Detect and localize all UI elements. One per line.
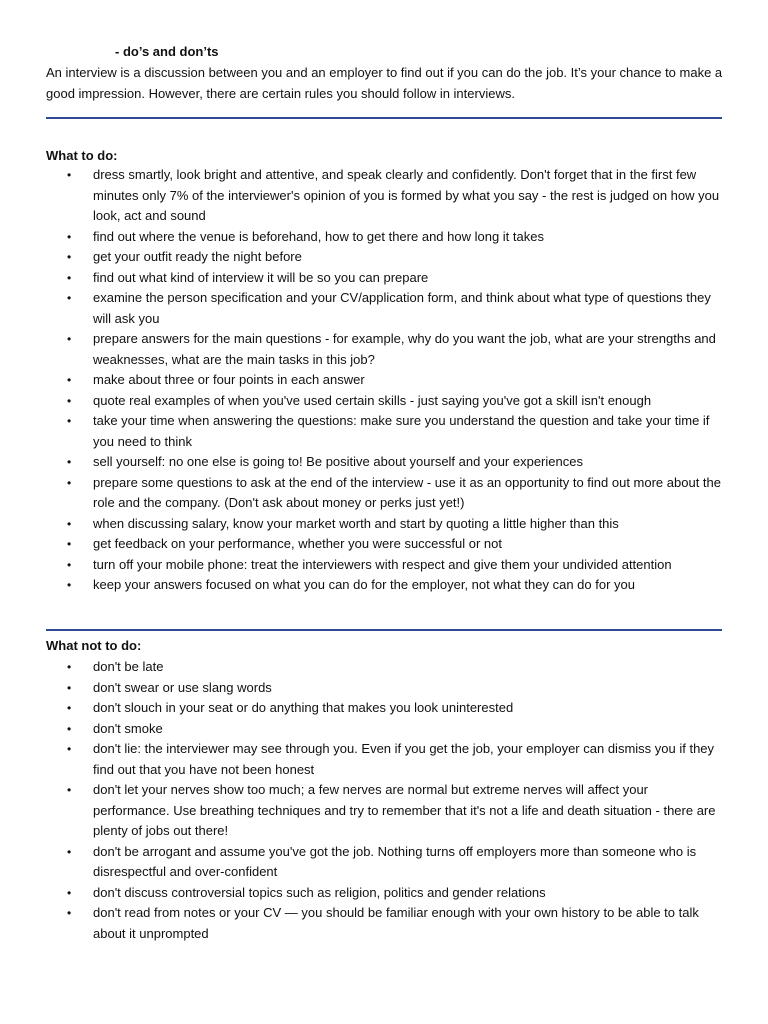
list-item xyxy=(46,268,726,289)
list-item-text: dress smartly, look bright and attentive, and speak clearly and confidently. Don't forget that in the first few minutes only 7% of the interviewer's opinion of you is formed by what you say - the rest is judged on how you look, act and sound xyxy=(93,167,720,223)
what-not-to-do-list xyxy=(46,657,726,944)
bullet-icon: • xyxy=(67,742,72,756)
list-item-text: prepare answers for the main questions - for example, why do you want the job, what are your strengths and weaknesses, what are the main tasks in this job? xyxy=(93,331,716,367)
list-item-text: get your outfit ready the night before xyxy=(93,249,302,264)
list-item xyxy=(46,698,726,719)
list-item xyxy=(46,165,726,227)
list-item-text: find out what kind of interview it will be so you can prepare xyxy=(93,269,429,285)
list-item-text: make about three or four points in each answer xyxy=(93,372,365,387)
what-to-do-heading: What to do: xyxy=(46,148,118,163)
list-item-text: turn off your mobile phone: treat the interviewers with respect and give them your undivided attention xyxy=(93,556,672,572)
bullet-icon: • xyxy=(67,373,72,387)
list-item xyxy=(46,452,726,473)
list-item xyxy=(46,739,726,780)
bullet-icon: • xyxy=(67,229,72,244)
list-item-text: sell yourself: no one else is going to! Be positive about yourself and your experiences xyxy=(93,454,583,469)
list-item-text: quote real examples of when you've used certain skills - just saying you've got a skill isn't enough xyxy=(93,392,652,408)
bullet-icon: • xyxy=(67,906,72,920)
list-item-text: don't let your nerves show too much; a few nerves are normal but extreme nerves will affect your performance. Use breathing techniques and try to remember that it's not a life and death situation - there are plenty of jobs out there! xyxy=(93,782,716,838)
bullet-icon: • xyxy=(67,475,72,490)
section-divider xyxy=(46,629,722,631)
list-item-text: prepare some questions to ask at the end of the interview - use it as an opportunity to find out more about the role and the company. (Don't ask about money or perks just yet!) xyxy=(93,474,721,510)
list-item-text: don't swear or use slang words xyxy=(93,679,272,695)
list-item xyxy=(46,473,726,514)
list-item-text: keep your answers focused on what you can do for the employer, not what they can do for you xyxy=(93,577,635,592)
bullet-icon: • xyxy=(67,250,72,264)
list-item xyxy=(46,247,726,268)
section-divider xyxy=(46,117,722,119)
list-item xyxy=(46,227,726,248)
bullet-icon: • xyxy=(67,168,72,182)
bullet-icon: • xyxy=(67,660,72,674)
list-item-text: don't smoke xyxy=(93,720,163,736)
list-item xyxy=(46,780,726,842)
list-item-text: don't slouch in your seat or do anything that makes you look uninterested xyxy=(93,700,514,715)
list-item xyxy=(46,555,726,576)
bullet-icon: • xyxy=(67,721,72,736)
list-item xyxy=(46,391,726,412)
list-item xyxy=(46,575,726,596)
intro-paragraph: An interview is a discussion between you and an employer to find out if you can do the job. It’s your chance to make a good impression. However, there are certain rules you should follow in interviews. xyxy=(46,65,723,101)
bullet-icon: • xyxy=(67,680,72,695)
bullet-icon: • xyxy=(67,537,72,551)
bullet-icon: • xyxy=(67,885,72,900)
list-item xyxy=(46,678,726,699)
list-item-text: don't be late xyxy=(93,659,164,674)
list-item xyxy=(46,534,726,555)
list-item-text: don't be arrogant and assume you've got the job. Nothing turns off employers more than someone who is disrespectful and over-confident xyxy=(93,843,697,879)
bullet-icon: • xyxy=(67,783,72,797)
list-item xyxy=(46,514,726,535)
bullet-icon: • xyxy=(67,414,72,428)
bullet-icon: • xyxy=(67,578,72,592)
bullet-icon: • xyxy=(67,557,72,572)
list-item-text: get feedback on your performance, whether you were successful or not xyxy=(93,536,502,551)
document-subtitle: - do’s and don’ts xyxy=(115,44,219,59)
list-item xyxy=(46,903,726,944)
list-item-text: don't discuss controversial topics such as religion, politics and gender relations xyxy=(93,884,546,900)
list-item xyxy=(46,657,726,678)
list-item xyxy=(46,370,726,391)
list-item-text: find out where the venue is beforehand, how to get there and how long it takes xyxy=(93,228,544,244)
list-item-text: when discussing salary, know your market worth and start by quoting a little higher than this xyxy=(93,515,619,531)
bullet-icon: • xyxy=(67,516,72,531)
list-item xyxy=(46,288,726,329)
what-not-to-do-heading: What not to do: xyxy=(46,638,142,653)
list-item xyxy=(46,883,726,904)
list-item xyxy=(46,842,726,883)
what-to-do-list xyxy=(46,165,726,596)
bullet-icon: • xyxy=(67,393,72,408)
list-item-text: don't lie: the interviewer may see through you. Even if you get the job, your employer can dismiss you if they find out that you have not been honest xyxy=(93,741,715,777)
bullet-icon: • xyxy=(67,270,72,285)
list-item xyxy=(46,719,726,740)
list-item-text: don't read from notes or your CV — you should be familiar enough with your own history to be able to talk about it unprompted xyxy=(93,905,699,941)
list-item-text: examine the person specification and your CV/application form, and think about what type of questions they will ask you xyxy=(93,290,711,326)
bullet-icon: • xyxy=(67,844,72,859)
bullet-icon: • xyxy=(67,291,72,305)
list-item-text: take your time when answering the questions: make sure you understand the question and take your time if you need to think xyxy=(93,413,710,449)
list-item xyxy=(46,411,726,452)
bullet-icon: • xyxy=(67,455,72,469)
bullet-icon: • xyxy=(67,701,72,715)
list-item xyxy=(46,329,726,370)
bullet-icon: • xyxy=(67,332,72,346)
